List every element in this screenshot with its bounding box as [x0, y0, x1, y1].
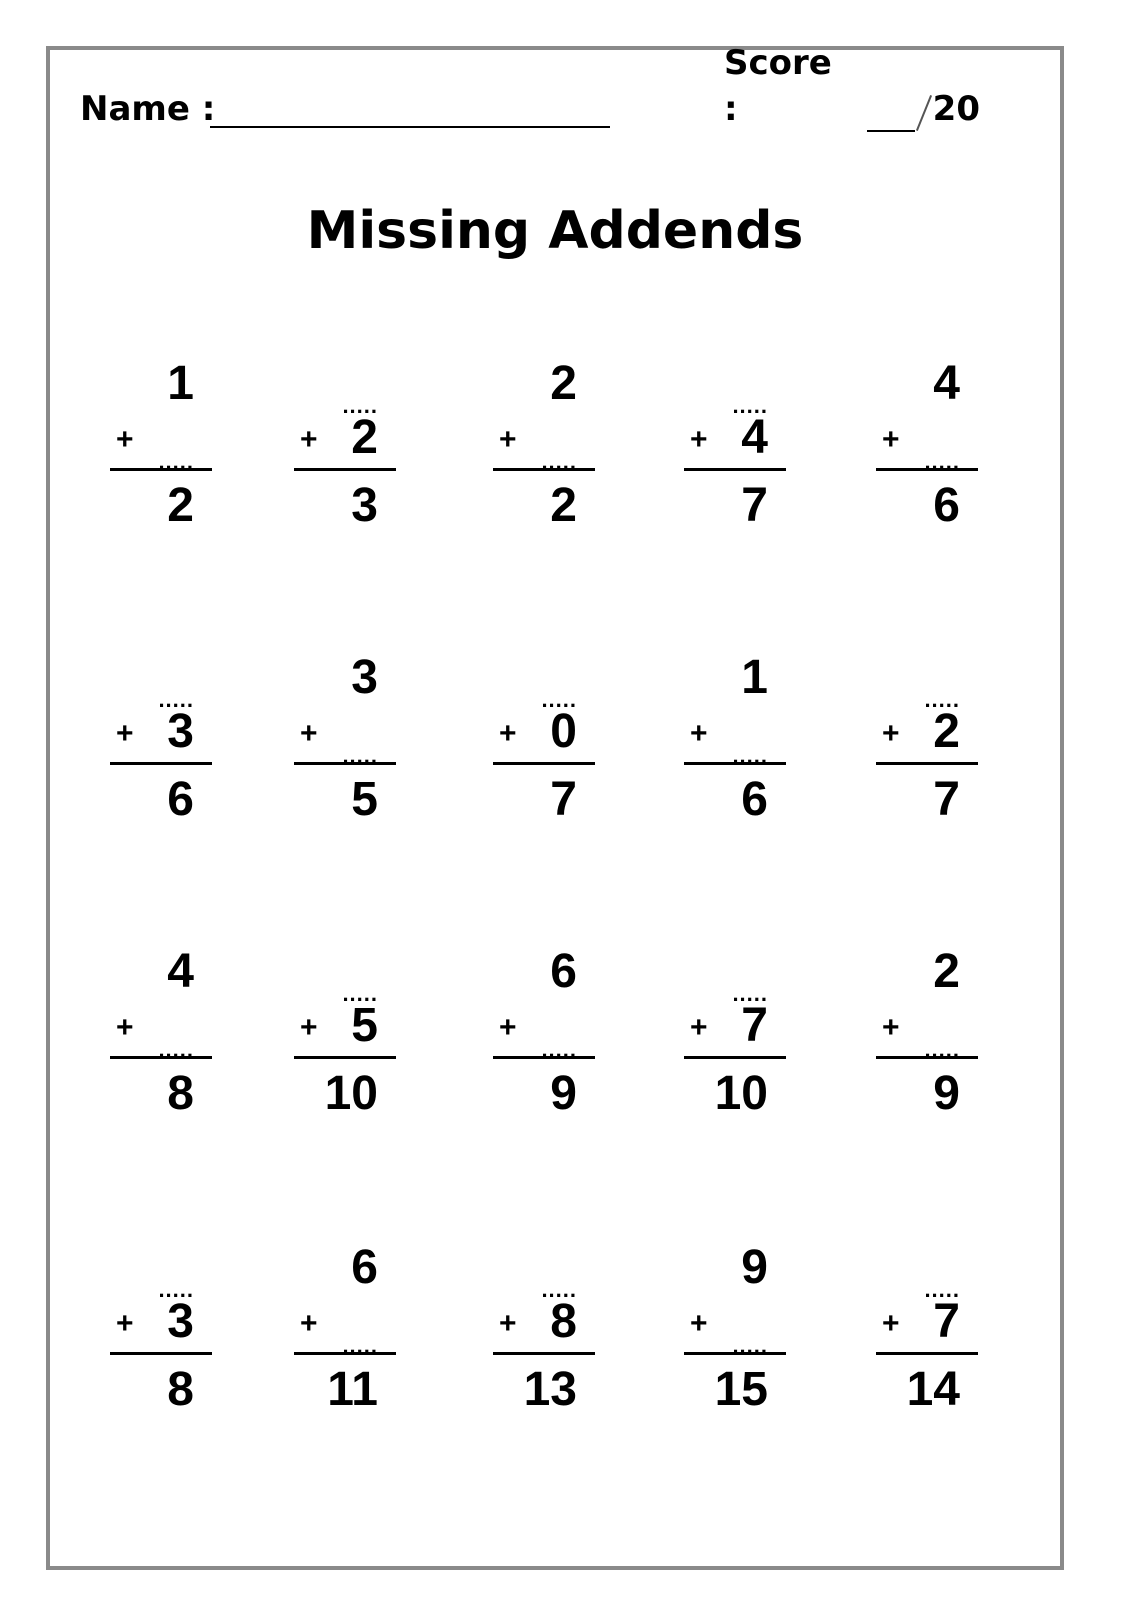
score-field[interactable] [867, 92, 915, 132]
top-addend: 2 [933, 945, 960, 998]
plus-sign: + [300, 1307, 318, 1340]
bottom-addend: 3 [167, 705, 194, 758]
top-addend-blank[interactable]: ..... [732, 393, 768, 418]
sum-value: 14 [906, 1363, 960, 1416]
sum-line [110, 1056, 212, 1059]
plus-sign: + [882, 423, 900, 456]
addition-problem [493, 356, 603, 546]
bottom-addend-blank[interactable]: ..... [732, 1333, 768, 1358]
score-label: Score : [724, 43, 832, 129]
top-addend: 2 [550, 357, 577, 410]
top-addend: 4 [933, 357, 960, 410]
top-addend: 9 [741, 1241, 768, 1294]
name-label: Name : [80, 89, 216, 129]
sum-line [684, 1056, 786, 1059]
sum-value: 3 [351, 479, 378, 532]
addition-problem [294, 1240, 404, 1430]
bottom-addend: 4 [741, 411, 768, 464]
sum-line [294, 762, 396, 765]
top-addend-blank[interactable]: ..... [342, 393, 378, 418]
sum-line [110, 762, 212, 765]
top-addend-blank[interactable]: ..... [732, 981, 768, 1006]
addition-problem [684, 356, 794, 546]
sum-value: 11 [327, 1363, 378, 1416]
addition-problem [684, 1240, 794, 1430]
top-addend-blank[interactable]: ..... [541, 1277, 577, 1302]
bottom-addend-blank[interactable]: ..... [541, 1037, 577, 1062]
addition-problem [294, 650, 404, 840]
bottom-addend-blank[interactable]: ..... [342, 1333, 378, 1358]
sum-line [493, 1056, 595, 1059]
plus-sign: + [499, 423, 517, 456]
plus-sign: + [882, 717, 900, 750]
name-field[interactable] [210, 126, 610, 128]
bottom-addend: 3 [167, 1295, 194, 1348]
addition-problem [493, 1240, 603, 1430]
top-addend: 4 [167, 945, 194, 998]
addition-problem [294, 944, 404, 1134]
bottom-addend-blank[interactable]: ..... [158, 1037, 194, 1062]
sum-line [294, 1352, 396, 1355]
score-area [724, 43, 980, 132]
plus-sign: + [690, 423, 708, 456]
plus-sign: + [300, 1011, 318, 1044]
sum-value: 7 [933, 773, 960, 826]
sum-value: 8 [167, 1067, 194, 1120]
addition-problem [110, 650, 220, 840]
sum-line [876, 762, 978, 765]
top-addend-blank[interactable]: ..... [541, 687, 577, 712]
sum-line [493, 1352, 595, 1355]
bottom-addend-blank[interactable]: ..... [342, 743, 378, 768]
top-addend-blank[interactable]: ..... [158, 687, 194, 712]
top-addend-blank[interactable]: ..... [924, 1277, 960, 1302]
addition-problem [493, 944, 603, 1134]
bottom-addend-blank[interactable]: ..... [732, 743, 768, 768]
addition-problem [876, 944, 986, 1134]
bottom-addend: 5 [351, 999, 378, 1052]
sum-value: 10 [324, 1067, 378, 1120]
sum-line [110, 468, 212, 471]
sum-line [876, 468, 978, 471]
plus-sign: + [499, 717, 517, 750]
sum-line [876, 1352, 978, 1355]
plus-sign: + [116, 717, 134, 750]
plus-sign: + [499, 1011, 517, 1044]
top-addend-blank[interactable]: ..... [924, 687, 960, 712]
bottom-addend: 0 [550, 705, 577, 758]
sum-value: 2 [550, 479, 577, 532]
plus-sign: + [116, 1307, 134, 1340]
sum-value: 9 [550, 1067, 577, 1120]
sum-line [110, 1352, 212, 1355]
bottom-addend: 2 [351, 411, 378, 464]
sum-line [684, 468, 786, 471]
sum-value: 6 [167, 773, 194, 826]
plus-sign: + [116, 423, 134, 456]
sum-value: 2 [167, 479, 194, 532]
top-addend: 6 [351, 1241, 378, 1294]
plus-sign: + [882, 1307, 900, 1340]
sum-value: 6 [741, 773, 768, 826]
top-addend-blank[interactable]: ..... [342, 981, 378, 1006]
top-addend: 3 [351, 651, 378, 704]
sum-line [876, 1056, 978, 1059]
sum-value: 5 [351, 773, 378, 826]
sum-line [493, 468, 595, 471]
plus-sign: + [300, 717, 318, 750]
score-slash [917, 92, 931, 132]
top-addend: 6 [550, 945, 577, 998]
sum-line [684, 762, 786, 765]
page-title: Missing Addends [306, 201, 804, 261]
plus-sign: + [690, 1011, 708, 1044]
sum-value: 15 [714, 1363, 768, 1416]
addition-problem [684, 650, 794, 840]
bottom-addend-blank[interactable]: ..... [158, 449, 194, 474]
top-addend: 1 [741, 651, 768, 704]
addition-problem [876, 650, 986, 840]
addition-problem [294, 356, 404, 546]
sum-value: 6 [933, 479, 960, 532]
sum-value: 10 [714, 1067, 768, 1120]
bottom-addend: 8 [550, 1295, 577, 1348]
plus-sign: + [499, 1307, 517, 1340]
sum-line [684, 1352, 786, 1355]
addition-problem [110, 356, 220, 546]
bottom-addend: 2 [933, 705, 960, 758]
plus-sign: + [116, 1011, 134, 1044]
bottom-addend: 7 [933, 1295, 960, 1348]
bottom-addend-blank[interactable]: ..... [541, 449, 577, 474]
bottom-addend-blank[interactable]: ..... [924, 1037, 960, 1062]
top-addend: 1 [167, 357, 194, 410]
addition-problem [876, 1240, 986, 1430]
bottom-addend-blank[interactable]: ..... [924, 449, 960, 474]
sum-value: 9 [933, 1067, 960, 1120]
top-addend-blank[interactable]: ..... [158, 1277, 194, 1302]
plus-sign: + [882, 1011, 900, 1044]
sum-value: 13 [523, 1363, 577, 1416]
addition-problem [684, 944, 794, 1134]
plus-sign: + [300, 423, 318, 456]
sum-line [294, 1056, 396, 1059]
sum-value: 8 [167, 1363, 194, 1416]
addition-problem [493, 650, 603, 840]
sum-value: 7 [550, 773, 577, 826]
score-total: 20 [932, 89, 980, 129]
addition-problem [876, 356, 986, 546]
worksheet-header [80, 43, 980, 136]
plus-sign: + [690, 717, 708, 750]
sum-value: 7 [741, 479, 768, 532]
bottom-addend: 7 [741, 999, 768, 1052]
sum-line [294, 468, 396, 471]
sum-line [493, 762, 595, 765]
addition-problem [110, 1240, 220, 1430]
addition-problem [110, 944, 220, 1134]
plus-sign: + [690, 1307, 708, 1340]
